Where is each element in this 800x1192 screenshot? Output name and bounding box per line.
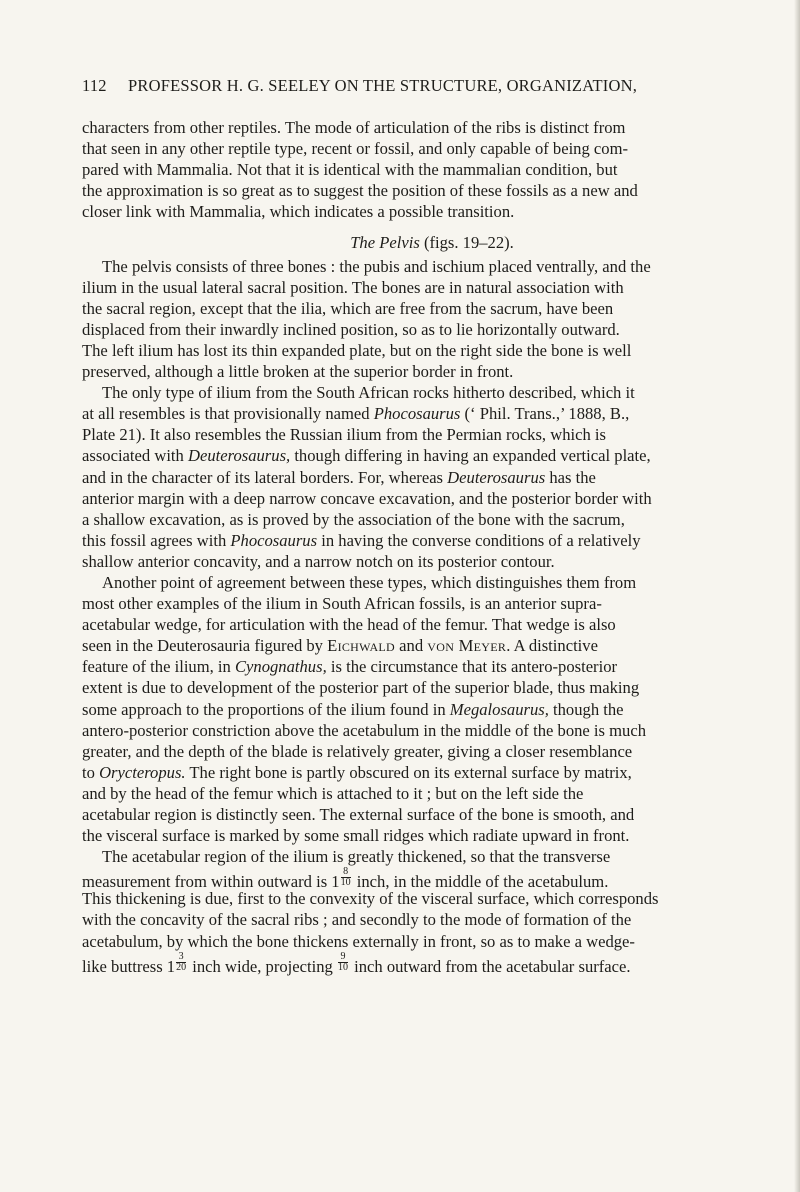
fraction-denominator: 20 — [176, 961, 187, 973]
taxon-name: Deuterosaurus, — [188, 446, 291, 466]
text-line: that seen in any other reptile type, recent or fossil, and only capable of being com- — [82, 139, 629, 159]
author-name: von Meyer — [427, 636, 507, 656]
text-span: associated with — [82, 446, 188, 466]
text-span: though differing in having an expanded vertical plate, — [290, 446, 651, 466]
text-line — [82, 403, 782, 424]
page-number: 112 — [82, 76, 107, 95]
fraction — [341, 867, 351, 888]
text-span: and — [395, 636, 428, 656]
text-span: The right bone is partly obscured on its external surface by matrix, — [185, 762, 632, 782]
text-line: The only type of ilium from the South African rocks hitherto described, which it — [102, 383, 635, 403]
text-line — [82, 656, 782, 677]
taxon-name: Deuterosaurus — [447, 467, 546, 487]
text-line: The left ilium has lost its thin expanded plate, but on the right side the bone is well — [82, 340, 632, 360]
text-span: to — [82, 762, 100, 782]
text-line: extent is due to development of the posterior part of the superior blade, thus making — [82, 678, 640, 698]
text-line: displaced from their inwardly inclined position, so as to lie horizontally outward. — [82, 319, 620, 339]
text-line: acetabular wedge, for articulation with the head of the femur. That wedge is also — [82, 615, 616, 635]
fraction-denominator: 10 — [337, 961, 348, 973]
section-figures: (figs. 19–22). — [423, 233, 514, 253]
taxon-name: Phocosaurus — [373, 404, 461, 424]
taxon-name: Cynognathus, — [234, 657, 327, 677]
running-title: PROFESSOR H. G. SEELEY ON THE STRUCTURE, ORGANIZATION, — [128, 76, 638, 95]
text-line: The pelvis consists of three bones : the pubis and ischium placed ventrally, and the — [102, 256, 651, 276]
text-line — [82, 950, 782, 976]
taxon-name: Phocosaurus — [230, 530, 318, 550]
text-span: at all resembles is that provisionally named — [82, 404, 374, 424]
text-line: This thickening is due, first to the convexity of the visceral surface, which corresponds — [82, 889, 659, 909]
text-line — [82, 866, 782, 892]
text-span: (‘ Phil. Trans.,’ 1888, B., — [460, 404, 630, 424]
body-text — [82, 117, 782, 976]
text-span: is the circumstance that its antero-posterior — [326, 657, 618, 677]
text-span: measurement from within outward is 1 — [82, 872, 340, 892]
text-line: antero-posterior constriction above the acetabulum in the middle of the bone is much — [82, 720, 647, 740]
fraction-denominator: 10 — [340, 877, 351, 889]
text-line: preserved, although a little broken at the superior border in front. — [82, 362, 514, 382]
taxon-name: Megalosaurus, — [449, 699, 549, 719]
text-line — [82, 530, 782, 551]
text-line: the approximation is so great as to suggest the position of these fossils as a new and — [82, 181, 638, 201]
text-line: the visceral surface is marked by some small ridges which radiate upward in front. — [82, 826, 630, 846]
text-line: most other examples of the ilium in South African fossils, is an anterior supra- — [82, 594, 602, 614]
text-span: seen in the Deuterosauria figured by — [82, 636, 328, 656]
text-span: inch outward from the acetabular surface. — [349, 956, 631, 976]
text-line: acetabulum, by which the bone thickens externally in front, so as to make a wedge- — [82, 931, 635, 951]
running-header — [82, 76, 762, 96]
text-line: Another point of agreement between these types, which distinguishes them from — [102, 572, 637, 592]
text-line: and by the head of the femur which is attached to it ; but on the left side the — [82, 783, 584, 803]
text-span: feature of the ilium, in — [82, 657, 235, 677]
fraction — [176, 952, 186, 973]
text-span: inch wide, projecting — [188, 956, 337, 976]
fraction-numerator: 9 — [340, 950, 346, 962]
text-span: . A distinctive — [506, 636, 598, 656]
text-line: a shallow excavation, as is proved by the association of the bone with the sacrum, — [82, 509, 625, 529]
text-span: and in the character of its lateral borders. For, whereas — [82, 467, 448, 487]
text-line: anterior margin with a deep narrow concave excavation, and the posterior border with — [82, 488, 652, 508]
fraction — [338, 952, 348, 973]
text-line: closer link with Mammalia, which indicates a possible transition. — [82, 202, 515, 222]
fraction-numerator: 8 — [343, 866, 349, 878]
taxon-name: Orycteropus. — [99, 762, 186, 782]
text-line — [82, 445, 782, 466]
text-span: like buttress 1 — [82, 956, 176, 976]
text-line: greater, and the depth of the blade is relatively greater, giving a closer resemblance — [82, 741, 633, 761]
text-span: though the — [548, 699, 624, 719]
text-line: The acetabular region of the ilium is greatly thickened, so that the transverse — [102, 847, 611, 867]
text-line: pared with Mammalia. Not that it is identical with the mammalian condition, but — [82, 160, 618, 180]
text-line — [82, 467, 782, 488]
fraction-numerator: 3 — [178, 950, 184, 962]
page-edge-shadow — [794, 0, 800, 1192]
text-line: ilium in the usual lateral sacral position. The bones are in natural association with — [82, 277, 624, 297]
text-line: with the concavity of the sacral ribs ; and secondly to the mode of formation of the — [82, 910, 632, 930]
text-line: characters from other reptiles. The mode of articulation of the ribs is distinct from — [82, 118, 626, 137]
text-span: has the — [545, 467, 596, 487]
text-line: shallow anterior concavity, and a narrow notch on its posterior contour. — [82, 551, 555, 571]
text-line — [82, 762, 782, 783]
text-line: Plate 21). It also resembles the Russian ilium from the Permian rocks, which is — [82, 425, 606, 445]
text-span: inch, in the middle of the acetabulum. — [352, 872, 609, 892]
text-line: acetabular region is distinctly seen. The external surface of the bone is smooth, and — [82, 805, 635, 824]
text-span: some approach to the proportions of the ilium found in — [82, 699, 450, 719]
text-span: in having the converse conditions of a relatively — [317, 530, 641, 550]
section-heading — [82, 232, 782, 253]
text-line — [82, 635, 782, 656]
author-name: Eichwald — [327, 636, 396, 656]
section-title: The Pelvis — [350, 233, 420, 253]
text-line — [82, 699, 782, 720]
text-line: the sacral region, except that the ilia, which are free from the sacrum, have been — [82, 298, 614, 318]
text-span: this fossil agrees with — [82, 530, 231, 550]
